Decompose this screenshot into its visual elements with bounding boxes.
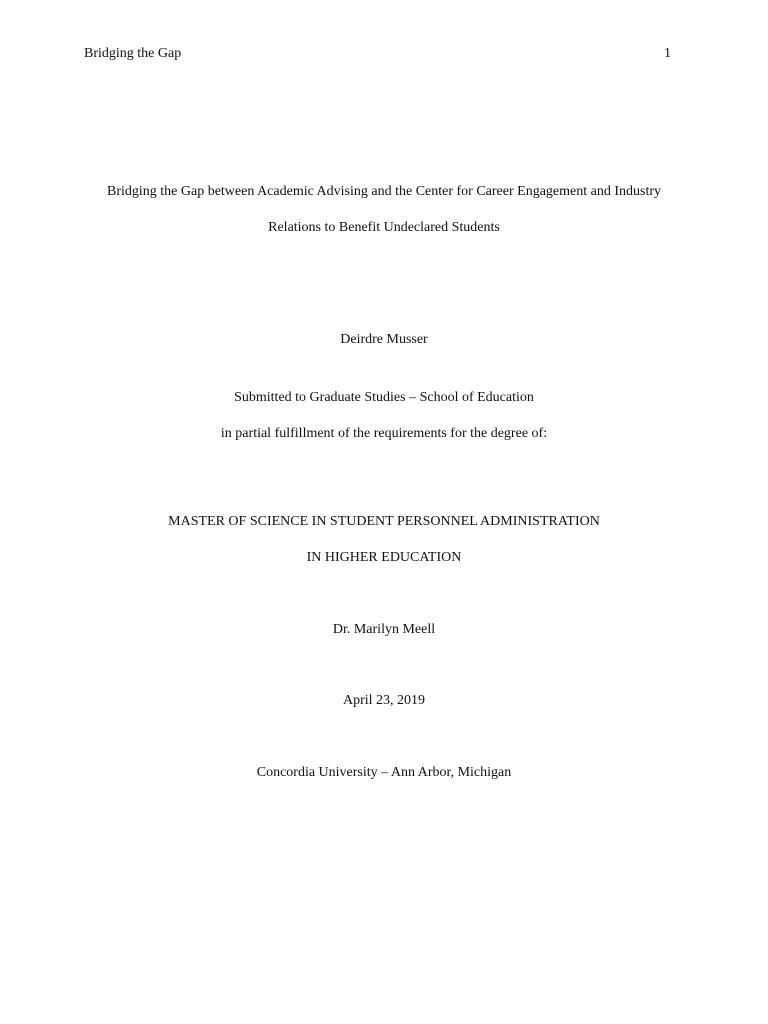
page-number: 1 (664, 46, 671, 61)
submission-line-1: Submitted to Graduate Studies – School of Education (234, 390, 534, 405)
running-head: Bridging the Gap (84, 46, 182, 61)
submission-line-2: in partial fulfillment of the requirements for the degree of: (220, 426, 548, 441)
title-line-1: Bridging the Gap between Academic Advising and the Center for Career Engagement and Industry (107, 184, 661, 199)
degree-line-2: IN HIGHER EDUCATION (306, 550, 462, 565)
degree-line-1: MASTER OF SCIENCE IN STUDENT PERSONNEL ADMINISTRATION (168, 514, 600, 529)
author-name: Deirdre Musser (340, 332, 428, 347)
title-line-2: Relations to Benefit Undeclared Students (268, 220, 500, 235)
institution: Concordia University – Ann Arbor, Michigan (256, 765, 512, 780)
advisor-name: Dr. Marilyn Meell (332, 622, 436, 637)
submission-date: April 23, 2019 (342, 693, 426, 708)
